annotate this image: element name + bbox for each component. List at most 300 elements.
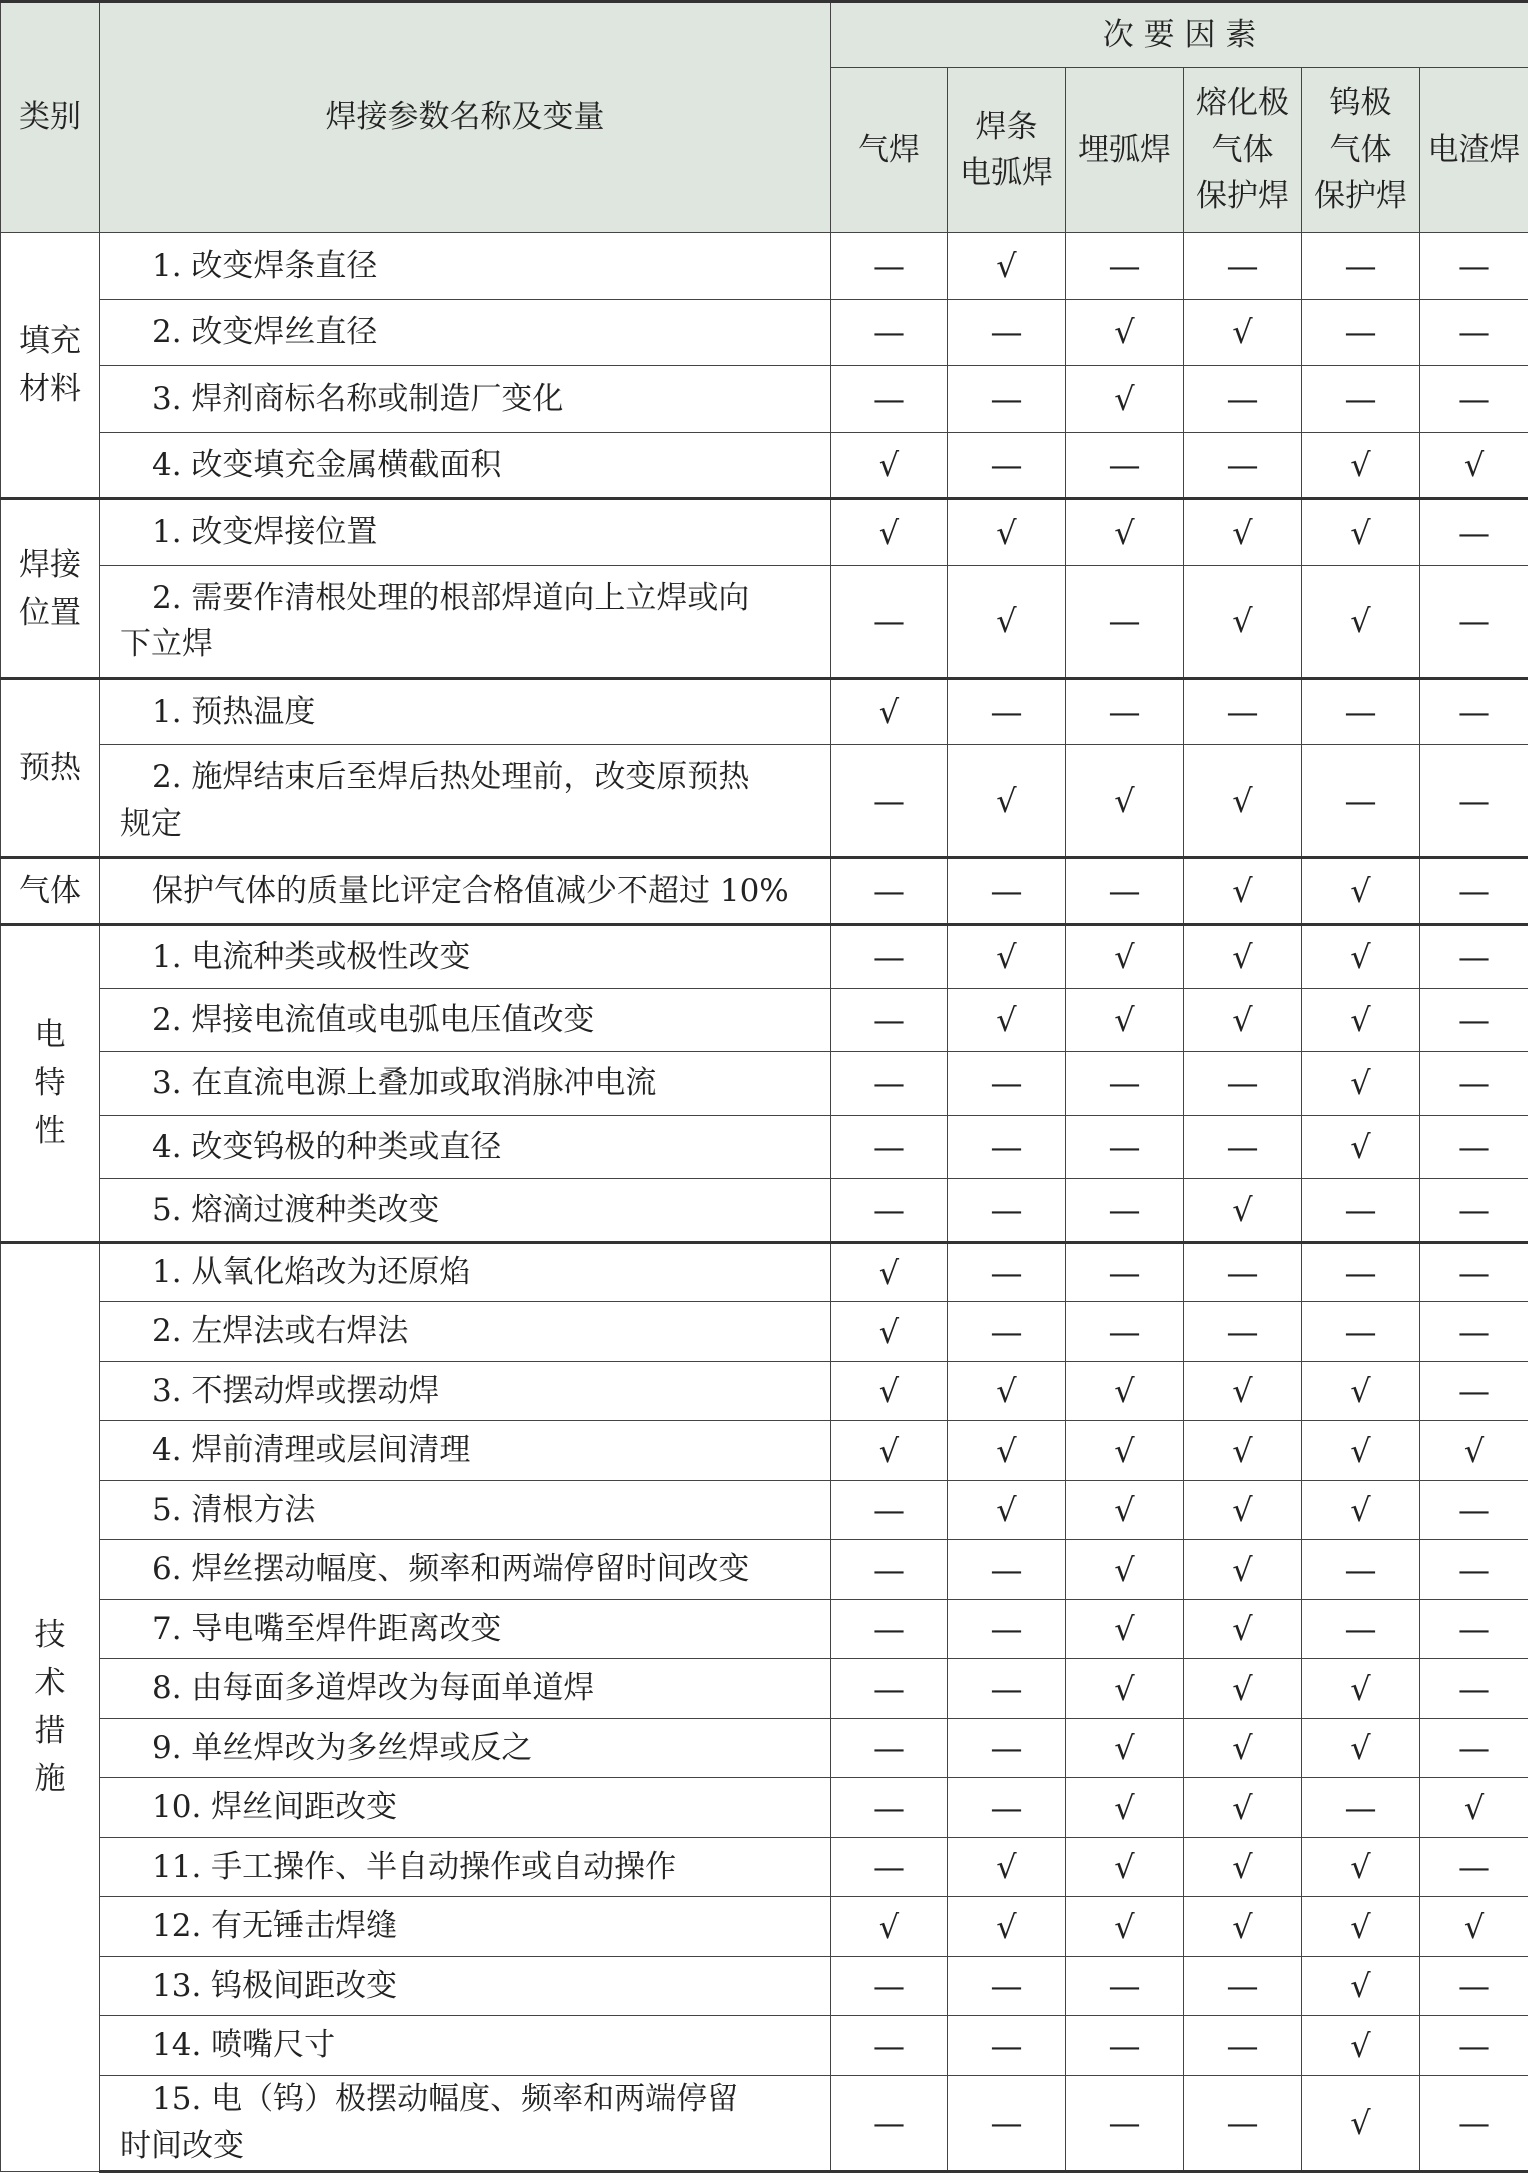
table-row bbox=[1, 1778, 1528, 1838]
table-row bbox=[1, 233, 1528, 300]
dash-mark-cell: — bbox=[1066, 2016, 1184, 2076]
check-mark-cell: √ bbox=[1302, 1052, 1420, 1116]
header-method-4 bbox=[1302, 68, 1420, 233]
dash-mark-cell: — bbox=[1066, 1242, 1184, 1302]
parameter-cell bbox=[100, 1718, 831, 1778]
dash-mark-cell: — bbox=[831, 1599, 948, 1659]
parameter-cell bbox=[100, 1897, 831, 1957]
table-row bbox=[1, 432, 1528, 499]
dash-mark-cell: — bbox=[831, 1052, 948, 1116]
dash-mark-cell: — bbox=[1302, 745, 1420, 858]
check-mark-cell: √ bbox=[1302, 1421, 1420, 1481]
header-method-line: 钨极 bbox=[1329, 85, 1392, 122]
parameter-label-line: 1. 电流种类或极性改变 bbox=[152, 938, 471, 975]
dash-mark-cell: — bbox=[831, 233, 948, 300]
parameter-cell bbox=[100, 1052, 831, 1116]
dash-mark-cell: — bbox=[948, 1718, 1066, 1778]
header-method-line: 电渣焊 bbox=[1427, 131, 1521, 168]
parameter-label-line: 2. 左焊法或右焊法 bbox=[152, 1313, 409, 1350]
table-body bbox=[1, 233, 1528, 2172]
check-mark-cell: √ bbox=[1066, 499, 1184, 566]
parameter-label-line: 1. 改变焊条直径 bbox=[152, 247, 378, 284]
parameter-cell bbox=[100, 1242, 831, 1302]
parameter-label-line: 15. 电（钨）极摆动幅度、频率和两端停留 bbox=[152, 2081, 739, 2118]
category-label-line: 电 bbox=[34, 1017, 66, 1054]
parameter-cell bbox=[100, 233, 831, 300]
dash-mark-cell: — bbox=[1302, 299, 1420, 366]
parameter-cell bbox=[100, 299, 831, 366]
table-row bbox=[1, 1361, 1528, 1421]
dash-mark-cell: — bbox=[831, 858, 948, 925]
dash-mark-cell: — bbox=[1302, 1599, 1420, 1659]
category-label-line: 技 bbox=[34, 1617, 66, 1654]
dash-mark-cell: — bbox=[1302, 1778, 1420, 1838]
dash-mark-cell: — bbox=[948, 1242, 1066, 1302]
dash-mark-cell: — bbox=[1302, 233, 1420, 300]
dash-mark-cell: — bbox=[1420, 1302, 1528, 1362]
dash-mark-cell: — bbox=[831, 1837, 948, 1897]
parameter-label-line: 8. 由每面多道焊改为每面单道焊 bbox=[152, 1670, 595, 1707]
header-method-line: 气体 bbox=[1329, 131, 1392, 168]
dash-mark-cell: — bbox=[1420, 1179, 1528, 1243]
header-method-line: 埋弧焊 bbox=[1078, 131, 1171, 168]
category-label-line: 术 bbox=[34, 1665, 66, 1702]
dash-mark-cell: — bbox=[831, 2016, 948, 2076]
check-mark-cell: √ bbox=[831, 1897, 948, 1957]
dash-mark-cell: — bbox=[948, 366, 1066, 433]
check-mark-cell: √ bbox=[1302, 565, 1420, 678]
check-mark-cell: √ bbox=[1066, 1778, 1184, 1838]
check-mark-cell: √ bbox=[1420, 1778, 1528, 1838]
table-row bbox=[1, 1115, 1528, 1179]
parameter-cell bbox=[100, 858, 831, 925]
dash-mark-cell: — bbox=[1184, 2075, 1302, 2171]
check-mark-cell: √ bbox=[1184, 1659, 1302, 1719]
check-mark-cell: √ bbox=[1184, 1718, 1302, 1778]
check-mark-cell: √ bbox=[1302, 2075, 1420, 2171]
check-mark-cell: √ bbox=[948, 1361, 1066, 1421]
dash-mark-cell: — bbox=[1420, 1115, 1528, 1179]
dash-mark-cell: — bbox=[1420, 1837, 1528, 1897]
check-mark-cell: √ bbox=[948, 233, 1066, 300]
header-method-2 bbox=[1066, 68, 1184, 233]
dash-mark-cell: — bbox=[1302, 1179, 1420, 1243]
category-label-line: 施 bbox=[34, 1761, 66, 1798]
dash-mark-cell: — bbox=[1420, 1718, 1528, 1778]
check-mark-cell: √ bbox=[1066, 1421, 1184, 1481]
parameter-label-line: 11. 手工操作、半自动操作或自动操作 bbox=[152, 1848, 677, 1885]
dash-mark-cell: — bbox=[1420, 233, 1528, 300]
check-mark-cell: √ bbox=[1184, 1778, 1302, 1838]
check-mark-cell: √ bbox=[948, 925, 1066, 989]
check-mark-cell: √ bbox=[1066, 1480, 1184, 1540]
parameter-cell bbox=[100, 1302, 831, 1362]
check-mark-cell: √ bbox=[1066, 1361, 1184, 1421]
parameter-label-line: 12. 有无锤击焊缝 bbox=[152, 1908, 398, 1945]
parameter-label-line: 规定 bbox=[120, 805, 182, 842]
dash-mark-cell: — bbox=[1420, 745, 1528, 858]
parameter-cell bbox=[100, 1599, 831, 1659]
parameter-label-line: 2. 焊接电流值或电弧电压值改变 bbox=[152, 1001, 595, 1038]
parameter-label-line: 3. 不摆动焊或摆动焊 bbox=[152, 1372, 440, 1409]
dash-mark-cell: — bbox=[1420, 1242, 1528, 1302]
dash-mark-cell: — bbox=[831, 1480, 948, 1540]
dash-mark-cell: — bbox=[948, 1540, 1066, 1600]
dash-mark-cell: — bbox=[831, 925, 948, 989]
dash-mark-cell: — bbox=[1420, 2016, 1528, 2076]
category-cell bbox=[1, 499, 100, 679]
dash-mark-cell: — bbox=[1420, 858, 1528, 925]
table-row bbox=[1, 678, 1528, 745]
dash-mark-cell: — bbox=[1066, 1956, 1184, 2016]
dash-mark-cell: — bbox=[1066, 678, 1184, 745]
check-mark-cell: √ bbox=[1302, 1659, 1420, 1719]
check-mark-cell: √ bbox=[1420, 1897, 1528, 1957]
parameter-label-line: 13. 钨极间距改变 bbox=[152, 1967, 398, 2004]
category-label-line: 焊接 bbox=[19, 546, 81, 583]
category-label-line: 气体 bbox=[19, 873, 81, 910]
header-method-line: 气焊 bbox=[858, 131, 920, 168]
dash-mark-cell: — bbox=[948, 1956, 1066, 2016]
dash-mark-cell: — bbox=[831, 366, 948, 433]
parameter-label-line: 1. 预热温度 bbox=[152, 693, 316, 730]
table-row bbox=[1, 2016, 1528, 2076]
check-mark-cell: √ bbox=[1066, 1718, 1184, 1778]
check-mark-cell: √ bbox=[1302, 1956, 1420, 2016]
header-parameter: 焊接参数名称及变量 bbox=[100, 2, 831, 233]
dash-mark-cell: — bbox=[1420, 1956, 1528, 2016]
check-mark-cell: √ bbox=[1302, 432, 1420, 499]
dash-mark-cell: — bbox=[831, 745, 948, 858]
category-label-line: 措 bbox=[34, 1713, 66, 1750]
dash-mark-cell: — bbox=[831, 1179, 948, 1243]
dash-mark-cell: — bbox=[1184, 432, 1302, 499]
header-method-1 bbox=[948, 68, 1066, 233]
dash-mark-cell: — bbox=[1420, 1480, 1528, 1540]
parameter-cell bbox=[100, 366, 831, 433]
dash-mark-cell: — bbox=[1302, 1540, 1420, 1600]
table-row bbox=[1, 1718, 1528, 1778]
dash-mark-cell: — bbox=[1184, 2016, 1302, 2076]
check-mark-cell: √ bbox=[1066, 366, 1184, 433]
parameter-label-line: 4. 焊前清理或层间清理 bbox=[152, 1432, 471, 1469]
check-mark-cell: √ bbox=[1066, 1659, 1184, 1719]
parameter-label-line: 3. 焊剂商标名称或制造厂变化 bbox=[152, 380, 564, 417]
parameter-label-line: 下立焊 bbox=[120, 626, 213, 663]
dash-mark-cell: — bbox=[831, 1540, 948, 1600]
check-mark-cell: √ bbox=[948, 1897, 1066, 1957]
dash-mark-cell: — bbox=[1302, 678, 1420, 745]
check-mark-cell: √ bbox=[831, 432, 948, 499]
dash-mark-cell: — bbox=[1302, 1242, 1420, 1302]
dash-mark-cell: — bbox=[1066, 1302, 1184, 1362]
dash-mark-cell: — bbox=[1066, 1052, 1184, 1116]
header-method-line: 气体 bbox=[1211, 131, 1274, 168]
dash-mark-cell: — bbox=[1302, 1302, 1420, 1362]
table-header bbox=[1, 2, 1528, 233]
dash-mark-cell: — bbox=[1066, 1179, 1184, 1243]
parameter-label-line: 9. 单丝焊改为多丝焊或反之 bbox=[152, 1729, 533, 1766]
dash-mark-cell: — bbox=[1184, 678, 1302, 745]
check-mark-cell: √ bbox=[1184, 1837, 1302, 1897]
check-mark-cell: √ bbox=[1066, 1837, 1184, 1897]
table-row bbox=[1, 1956, 1528, 2016]
category-cell bbox=[1, 233, 100, 499]
table-row bbox=[1, 1302, 1528, 1362]
check-mark-cell: √ bbox=[1066, 988, 1184, 1052]
dash-mark-cell: — bbox=[948, 1052, 1066, 1116]
table-row bbox=[1, 2075, 1528, 2171]
dash-mark-cell: — bbox=[831, 988, 948, 1052]
category-label-line: 位置 bbox=[19, 594, 81, 631]
dash-mark-cell: — bbox=[1420, 366, 1528, 433]
check-mark-cell: √ bbox=[1302, 988, 1420, 1052]
parameter-label-line: 4. 改变钨极的种类或直径 bbox=[152, 1128, 502, 1165]
check-mark-cell: √ bbox=[948, 499, 1066, 566]
table-row bbox=[1, 1897, 1528, 1957]
table-row bbox=[1, 565, 1528, 678]
check-mark-cell: √ bbox=[1184, 1421, 1302, 1481]
dash-mark-cell: — bbox=[1066, 2075, 1184, 2171]
header-method-3 bbox=[1184, 68, 1302, 233]
dash-mark-cell: — bbox=[948, 1115, 1066, 1179]
check-mark-cell: √ bbox=[1184, 1480, 1302, 1540]
dash-mark-cell: — bbox=[1420, 1659, 1528, 1719]
check-mark-cell: √ bbox=[1066, 299, 1184, 366]
parameter-cell bbox=[100, 2016, 831, 2076]
parameter-label-line: 1. 改变焊接位置 bbox=[152, 514, 378, 551]
check-mark-cell: √ bbox=[1184, 1540, 1302, 1600]
dash-mark-cell: — bbox=[948, 858, 1066, 925]
header-method-0 bbox=[831, 68, 948, 233]
dash-mark-cell: — bbox=[948, 1659, 1066, 1719]
table-row bbox=[1, 1480, 1528, 1540]
table-row bbox=[1, 1837, 1528, 1897]
check-mark-cell: √ bbox=[1184, 299, 1302, 366]
dash-mark-cell: — bbox=[1066, 432, 1184, 499]
dash-mark-cell: — bbox=[1066, 858, 1184, 925]
category-cell bbox=[1, 858, 100, 925]
check-mark-cell: √ bbox=[1302, 925, 1420, 989]
parameter-label-line: 1. 从氧化焰改为还原焰 bbox=[152, 1254, 471, 1291]
parameter-label-line: 2. 施焊结束后至焊后热处理前，改变原预热 bbox=[152, 759, 750, 796]
dash-mark-cell: — bbox=[948, 2016, 1066, 2076]
parameter-cell bbox=[100, 678, 831, 745]
check-mark-cell: √ bbox=[1302, 1897, 1420, 1957]
table-row bbox=[1, 1540, 1528, 1600]
check-mark-cell: √ bbox=[948, 745, 1066, 858]
dash-mark-cell: — bbox=[831, 565, 948, 678]
dash-mark-cell: — bbox=[1420, 988, 1528, 1052]
category-cell bbox=[1, 678, 100, 858]
check-mark-cell: √ bbox=[1184, 1599, 1302, 1659]
check-mark-cell: √ bbox=[1066, 1897, 1184, 1957]
parameter-label-line: 4. 改变填充金属横截面积 bbox=[152, 446, 502, 483]
category-label-line: 材料 bbox=[19, 371, 81, 408]
check-mark-cell: √ bbox=[1302, 1115, 1420, 1179]
dash-mark-cell: — bbox=[831, 2075, 948, 2171]
dash-mark-cell: — bbox=[948, 2075, 1066, 2171]
parameter-cell bbox=[100, 1540, 831, 1600]
check-mark-cell: √ bbox=[1302, 499, 1420, 566]
table-row bbox=[1, 925, 1528, 989]
table-row bbox=[1, 745, 1528, 858]
parameter-cell bbox=[100, 1361, 831, 1421]
parameter-cell bbox=[100, 745, 831, 858]
dash-mark-cell: — bbox=[948, 1599, 1066, 1659]
check-mark-cell: √ bbox=[948, 1480, 1066, 1540]
parameter-label-line: 3. 在直流电源上叠加或取消脉冲电流 bbox=[152, 1065, 657, 1102]
check-mark-cell: √ bbox=[1302, 2016, 1420, 2076]
dash-mark-cell: — bbox=[1184, 1302, 1302, 1362]
parameter-cell bbox=[100, 1480, 831, 1540]
table-row bbox=[1, 988, 1528, 1052]
dash-mark-cell: — bbox=[1420, 499, 1528, 566]
check-mark-cell: √ bbox=[1184, 565, 1302, 678]
table-row bbox=[1, 1179, 1528, 1243]
check-mark-cell: √ bbox=[948, 1421, 1066, 1481]
check-mark-cell: √ bbox=[1066, 745, 1184, 858]
table-row bbox=[1, 299, 1528, 366]
check-mark-cell: √ bbox=[1184, 858, 1302, 925]
check-mark-cell: √ bbox=[1066, 1540, 1184, 1600]
parameter-cell bbox=[100, 1115, 831, 1179]
dash-mark-cell: — bbox=[948, 432, 1066, 499]
table-row bbox=[1, 499, 1528, 566]
parameter-cell bbox=[100, 2075, 831, 2171]
parameter-label-line: 7. 导电嘴至焊件距离改变 bbox=[152, 1610, 502, 1647]
category-label-line: 预热 bbox=[19, 750, 81, 787]
parameter-cell bbox=[100, 565, 831, 678]
parameter-label-line: 6. 焊丝摆动幅度、频率和两端停留时间改变 bbox=[152, 1551, 750, 1588]
dash-mark-cell: — bbox=[831, 1718, 948, 1778]
dash-mark-cell: — bbox=[1302, 366, 1420, 433]
header-category: 类别 bbox=[1, 2, 100, 233]
dash-mark-cell: — bbox=[1420, 2075, 1528, 2171]
check-mark-cell: √ bbox=[1184, 925, 1302, 989]
header-method-line: 熔化极 bbox=[1196, 85, 1289, 122]
check-mark-cell: √ bbox=[948, 565, 1066, 678]
table-row bbox=[1, 1599, 1528, 1659]
check-mark-cell: √ bbox=[1420, 1421, 1528, 1481]
dash-mark-cell: — bbox=[948, 1179, 1066, 1243]
dash-mark-cell: — bbox=[1184, 1115, 1302, 1179]
parameter-label-line: 2. 需要作清根处理的根部焊道向上立焊或向 bbox=[152, 579, 750, 616]
header-method-line: 焊条 bbox=[975, 108, 1038, 145]
parameter-label-line: 5. 清根方法 bbox=[152, 1491, 316, 1528]
table-row bbox=[1, 1659, 1528, 1719]
check-mark-cell: √ bbox=[1184, 1361, 1302, 1421]
parameter-label-line: 14. 喷嘴尺寸 bbox=[152, 2027, 336, 2064]
check-mark-cell: √ bbox=[1066, 925, 1184, 989]
check-mark-cell: √ bbox=[1184, 1897, 1302, 1957]
category-label-line: 性 bbox=[34, 1113, 66, 1150]
dash-mark-cell: — bbox=[1066, 233, 1184, 300]
parameter-cell bbox=[100, 1956, 831, 2016]
parameter-cell bbox=[100, 432, 831, 499]
dash-mark-cell: — bbox=[831, 1778, 948, 1838]
check-mark-cell: √ bbox=[831, 1421, 948, 1481]
check-mark-cell: √ bbox=[831, 678, 948, 745]
check-mark-cell: √ bbox=[1302, 1837, 1420, 1897]
header-method-5 bbox=[1420, 68, 1528, 233]
table-row bbox=[1, 1421, 1528, 1481]
check-mark-cell: √ bbox=[1066, 1599, 1184, 1659]
dash-mark-cell: — bbox=[1420, 1540, 1528, 1600]
dash-mark-cell: — bbox=[1420, 1361, 1528, 1421]
category-label-line: 填充 bbox=[19, 323, 81, 360]
check-mark-cell: √ bbox=[948, 988, 1066, 1052]
dash-mark-cell: — bbox=[1184, 1956, 1302, 2016]
parameter-cell bbox=[100, 499, 831, 566]
dash-mark-cell: — bbox=[831, 299, 948, 366]
check-mark-cell: √ bbox=[1184, 745, 1302, 858]
parameter-label-line: 时间改变 bbox=[120, 2127, 244, 2164]
check-mark-cell: √ bbox=[1302, 1718, 1420, 1778]
check-mark-cell: √ bbox=[1302, 1361, 1420, 1421]
dash-mark-cell: — bbox=[831, 1659, 948, 1719]
check-mark-cell: √ bbox=[831, 1302, 948, 1362]
table-row bbox=[1, 858, 1528, 925]
dash-mark-cell: — bbox=[948, 678, 1066, 745]
dash-mark-cell: — bbox=[1420, 565, 1528, 678]
dash-mark-cell: — bbox=[831, 1115, 948, 1179]
check-mark-cell: √ bbox=[1302, 858, 1420, 925]
check-mark-cell: √ bbox=[1302, 1480, 1420, 1540]
header-method-line: 电弧焊 bbox=[960, 155, 1053, 191]
header-method-line: 保护焊 bbox=[1314, 178, 1407, 215]
parameter-cell bbox=[100, 1659, 831, 1719]
table-row bbox=[1, 1052, 1528, 1116]
parameter-label-line: 10. 焊丝间距改变 bbox=[152, 1789, 398, 1826]
dash-mark-cell: — bbox=[948, 1302, 1066, 1362]
category-label-line: 特 bbox=[34, 1065, 66, 1102]
parameter-cell bbox=[100, 988, 831, 1052]
check-mark-cell: √ bbox=[831, 1361, 948, 1421]
category-cell bbox=[1, 925, 100, 1243]
check-mark-cell: √ bbox=[831, 499, 948, 566]
check-mark-cell: √ bbox=[831, 1242, 948, 1302]
parameter-label-line: 5. 熔滴过渡种类改变 bbox=[152, 1191, 440, 1228]
dash-mark-cell: — bbox=[1420, 299, 1528, 366]
dash-mark-cell: — bbox=[1420, 1052, 1528, 1116]
parameter-cell bbox=[100, 1179, 831, 1243]
parameter-label-line: 2. 改变焊丝直径 bbox=[152, 314, 378, 351]
dash-mark-cell: — bbox=[1184, 233, 1302, 300]
check-mark-cell: √ bbox=[948, 1837, 1066, 1897]
dash-mark-cell: — bbox=[1066, 1115, 1184, 1179]
header-secondary-factors: 次 要 因 素 bbox=[831, 2, 1528, 68]
dash-mark-cell: — bbox=[831, 1956, 948, 2016]
dash-mark-cell: — bbox=[1184, 366, 1302, 433]
parameter-cell bbox=[100, 1778, 831, 1838]
dash-mark-cell: — bbox=[1184, 1242, 1302, 1302]
parameter-cell bbox=[100, 925, 831, 989]
category-cell bbox=[1, 1242, 100, 2171]
check-mark-cell: √ bbox=[1420, 432, 1528, 499]
parameter-cell bbox=[100, 1837, 831, 1897]
check-mark-cell: √ bbox=[1184, 1179, 1302, 1243]
dash-mark-cell: — bbox=[948, 299, 1066, 366]
table-row bbox=[1, 1242, 1528, 1302]
header-method-line: 保护焊 bbox=[1196, 178, 1289, 215]
check-mark-cell: √ bbox=[1184, 988, 1302, 1052]
dash-mark-cell: — bbox=[1420, 678, 1528, 745]
parameter-cell bbox=[100, 1421, 831, 1481]
dash-mark-cell: — bbox=[948, 1778, 1066, 1838]
dash-mark-cell: — bbox=[1420, 1599, 1528, 1659]
dash-mark-cell: — bbox=[1066, 565, 1184, 678]
